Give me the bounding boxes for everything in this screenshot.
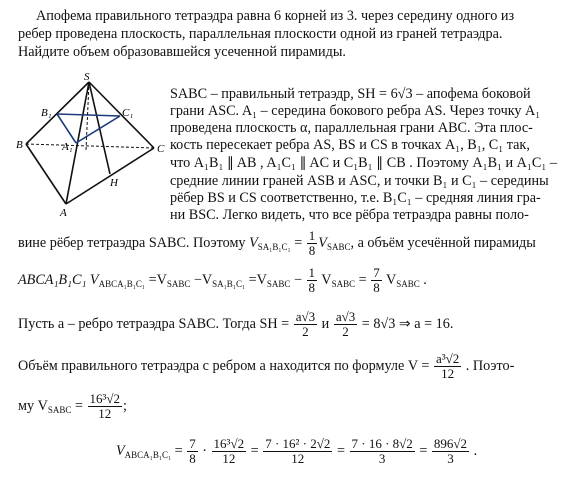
l9-frac	[307, 229, 318, 258]
figure-label-b: B	[16, 139, 23, 151]
solution-line-4: кость пересекает ребра AS, BS и CS в точках A₁, B₁, C₁ так,	[170, 137, 530, 153]
l14-n: 3	[378, 451, 386, 466]
l13-d: 16³√2	[89, 391, 121, 406]
l11-g: = 8√3 ⇒ a = 16.	[358, 315, 454, 332]
l10-o: 8	[373, 280, 380, 295]
l12-b: a³√2	[435, 351, 460, 366]
l10-k: V	[318, 271, 332, 288]
solution-line-13	[18, 392, 127, 421]
l10-h: −	[290, 271, 306, 288]
solution-line-1: SABC – правильный тетраэдр, SH = 6√3 – апофема боковой	[170, 86, 531, 102]
l10-b: =V	[145, 271, 167, 288]
l12-frac	[434, 352, 461, 381]
l10-a: ABCA₁B₁C₁ V	[18, 271, 99, 288]
l10-j: 8	[308, 280, 316, 295]
l12-a: Объём правильного тетраэдра с ребром a находится по формуле V =	[18, 357, 433, 374]
figure-label-h: H	[110, 177, 118, 189]
l9-den: 8	[308, 243, 316, 258]
solution-line-8: ни BSC. Легко видеть, что все рёбра тетраэдра равны поло-	[170, 207, 529, 223]
l13-a: му V	[18, 397, 48, 414]
l12-d: . Поэто-	[462, 357, 515, 374]
l10-i: 1	[308, 265, 316, 280]
l14-frac1	[187, 437, 198, 466]
solution-line-3: проведена плоскость α, параллельная грани ABC. Эта плос-	[170, 120, 533, 136]
l14-p: 896√2	[433, 436, 468, 451]
l11-d: и	[318, 315, 333, 332]
l10-q: SABC	[396, 278, 420, 289]
figure-label-c: C	[157, 143, 165, 155]
l9-v2: V	[318, 234, 327, 251]
problem-line-3: Найдите объем образовавшейся усеченной пирамиды.	[18, 44, 346, 60]
l11-e: a√3	[335, 309, 356, 324]
problem-line-1: Апофема правильного тетраэдра равна 6 корней из 3. через середину одного из	[36, 8, 515, 24]
l13-e: 12	[98, 406, 112, 421]
figure-label-a: A	[60, 207, 67, 219]
l10-frac1	[307, 266, 318, 295]
l10-p: V	[382, 271, 397, 288]
l9-tail: , а объём усечённой пирамиды	[350, 234, 536, 251]
l14-d: 7	[189, 436, 196, 451]
l14-o: =	[415, 442, 431, 459]
l10-frac2	[371, 266, 382, 295]
l9-sub2: SABC	[326, 241, 351, 252]
tetrahedron-figure	[14, 70, 174, 220]
solution-line-9	[18, 229, 536, 258]
l14-q: 3	[447, 451, 454, 466]
l13-b: SABC	[47, 404, 72, 415]
l14-frac5	[432, 437, 469, 466]
l12-c: 12	[441, 366, 455, 381]
solution-line-6: средние линии граней ASB и ASC, и точки B₁ и C₁ – середины	[170, 173, 549, 189]
solution-line-2: грани ASC. A₁ – середина бокового ребра AS. Через точку A₁	[170, 103, 541, 119]
l9-eq: =	[290, 234, 306, 251]
l10-e: SA₁B₁C₁	[212, 278, 246, 289]
l14-j: 7 · 16² · 2√2	[265, 436, 331, 451]
l11-c: 2	[302, 324, 309, 339]
solution-line-14	[116, 437, 477, 466]
l14-f: ·	[198, 442, 211, 459]
l9-text: вине рёбер тетраэдра SABC. Поэтому	[18, 234, 250, 251]
figure-label-s: S	[84, 71, 90, 83]
l14-c: =	[171, 442, 187, 459]
l11-f: 2	[342, 324, 349, 339]
l14-frac3	[263, 437, 332, 466]
l10-f: =V	[245, 271, 267, 288]
l13-c: =	[71, 397, 87, 414]
figure-label-c1: C₁	[122, 107, 134, 119]
l9-sub: SA₁B₁C₁	[257, 241, 291, 252]
l10-g: SABC	[266, 278, 291, 289]
problem-line-2: ребер проведена плоскость, параллельная плоскости одной из граней тетраэдра.	[18, 26, 503, 42]
solution-line-5: что A₁B₁ ∥ AB , A₁C₁ ∥ AC и C₁B₁ ∥ CB . Поэтому A₁B₁ и A₁C₁ –	[170, 155, 557, 171]
l14-k: 12	[291, 451, 305, 466]
l14-frac4	[350, 437, 415, 466]
l10-s: ABCA₁B₁C₁	[98, 278, 146, 289]
l9-v: V	[249, 234, 258, 251]
l14-r: .	[470, 442, 478, 459]
l14-m: 7 · 16 · 8√2	[351, 436, 413, 451]
l14-b: ABCA₁B₁C₁	[124, 449, 172, 460]
l11-frac1	[294, 310, 317, 339]
figure-label-a1: A₁	[62, 141, 73, 153]
l11-frac2	[334, 310, 357, 339]
l10-m: =	[355, 271, 371, 288]
l14-e: 8	[189, 451, 196, 466]
l13-frac	[88, 392, 123, 421]
l13-f: ;	[123, 397, 127, 414]
l14-g: 16³√2	[213, 436, 245, 451]
l14-h: 12	[222, 451, 236, 466]
l10-c: SABC	[166, 278, 191, 289]
l11-a: Пусть a – ребро тетраэдра SABC. Тогда SH =	[18, 315, 293, 332]
l14-a: V	[116, 442, 125, 459]
l14-l: =	[333, 442, 349, 459]
solution-line-10	[18, 266, 427, 295]
solution-line-7: рёбер BS и CS соответственно, т.е. B₁C₁ – средняя линия гра-	[170, 190, 541, 206]
l10-r: .	[419, 271, 427, 288]
l11-b: a√3	[295, 309, 316, 324]
solution-line-11	[18, 310, 453, 339]
l14-i: =	[247, 442, 263, 459]
l9-num: 1	[308, 228, 316, 243]
l14-frac2	[212, 437, 247, 466]
l10-d: −V	[190, 271, 213, 288]
figure-label-b1: B₁	[41, 107, 52, 119]
l10-n: 7	[373, 265, 380, 280]
solution-line-12	[18, 352, 514, 381]
l10-l: SABC	[331, 278, 356, 289]
